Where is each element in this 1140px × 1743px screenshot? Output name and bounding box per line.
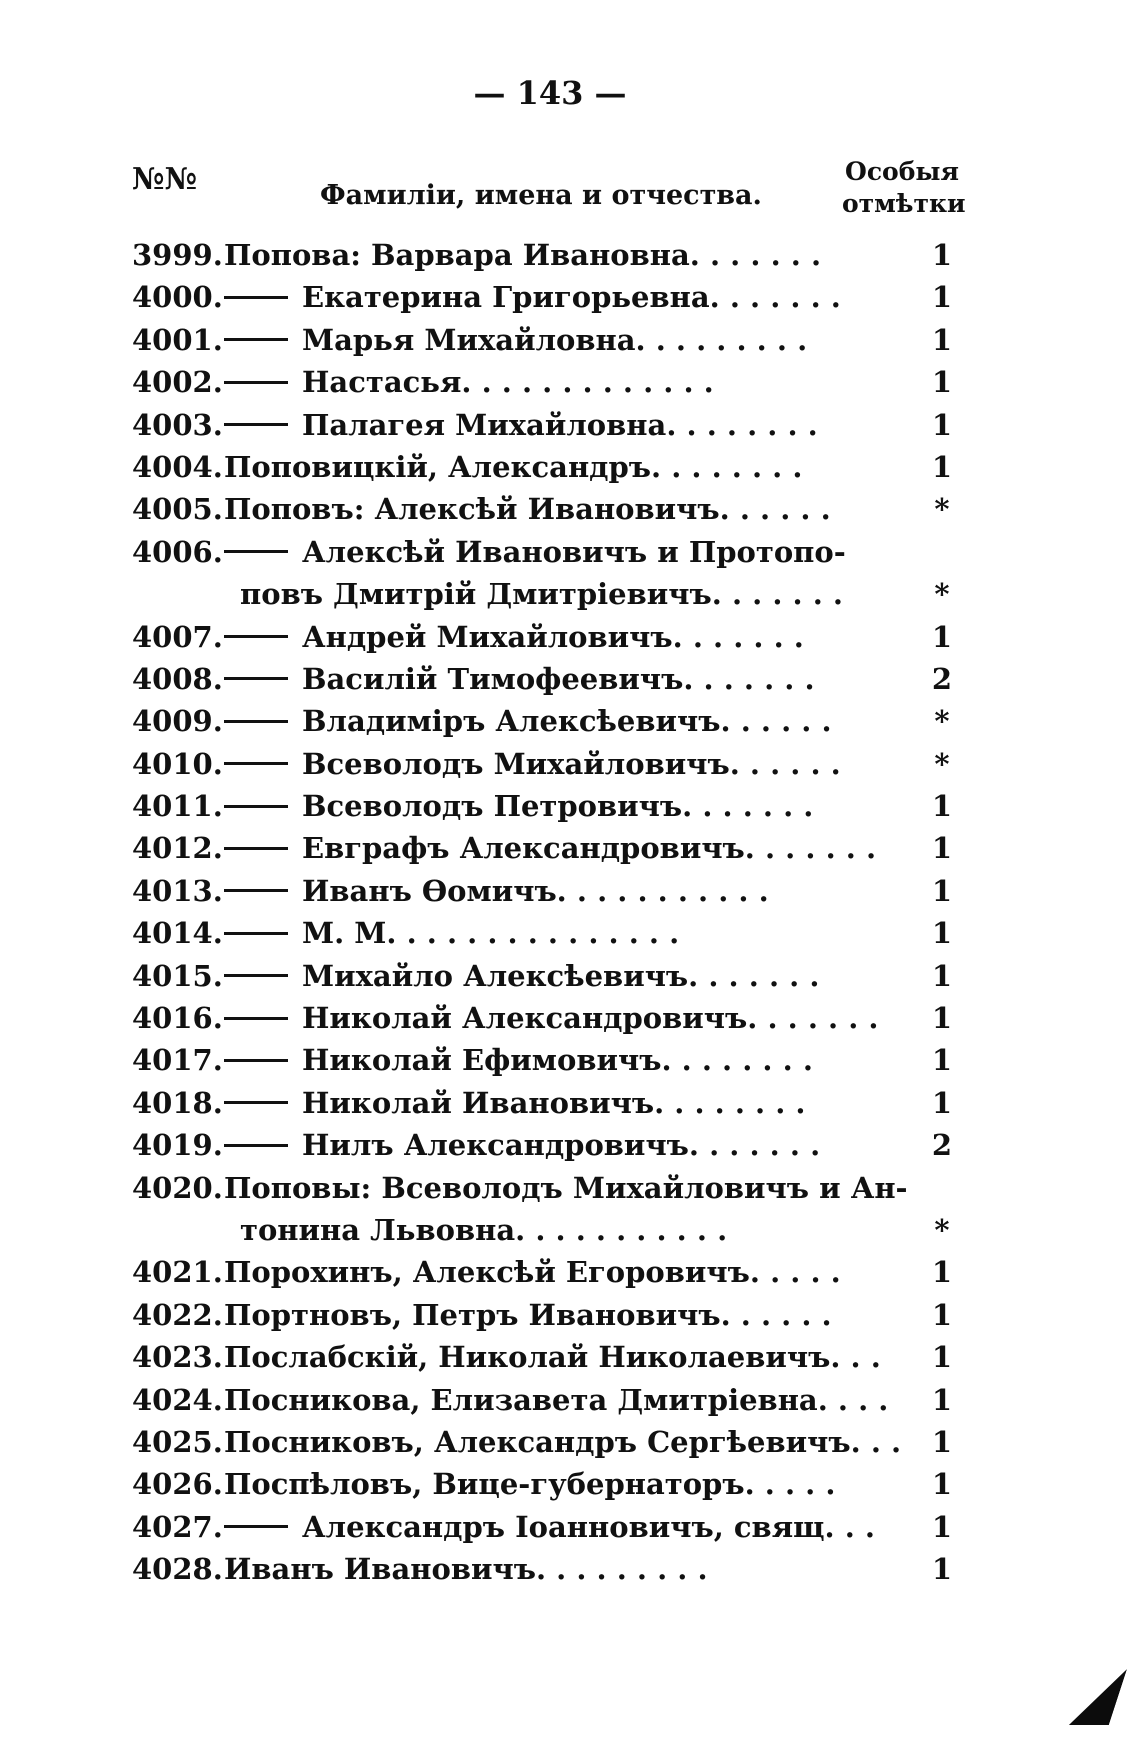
- entry-row: [0, 1167, 1140, 1209]
- entry-number: 4025.: [132, 1424, 223, 1459]
- entry-mark: 1: [931, 789, 953, 824]
- entry-number: 4020.: [132, 1170, 223, 1205]
- entry-row: [0, 531, 1140, 573]
- ditto-dash: [224, 1525, 288, 1528]
- entry-number: 4002.: [132, 365, 223, 400]
- entry-mark: 1: [931, 1552, 953, 1587]
- entry-row: [0, 1463, 1140, 1505]
- entry-name-text: Марья Михайловна. . . . . . . . .: [302, 322, 808, 357]
- entry-name: [224, 658, 815, 700]
- entry-name: [224, 1506, 875, 1548]
- ditto-dash: [224, 1101, 288, 1104]
- entry-mark: 1: [931, 1255, 953, 1290]
- column-header-names: Фамиліи, имена и отчества.: [320, 180, 762, 211]
- entry-row: [0, 955, 1140, 997]
- entry-name-text: Алексѣй Ивановичъ и Протопо-: [302, 534, 846, 569]
- entry-name: [224, 827, 876, 869]
- page-number: — 143 —: [473, 74, 627, 112]
- entry-number: 4005.: [132, 492, 223, 527]
- entry-row: [0, 870, 1140, 912]
- entry-number: 4008.: [132, 661, 223, 696]
- entry-row: [0, 1548, 1140, 1590]
- entry-name: [224, 1167, 908, 1209]
- entry-mark: 1: [931, 1043, 953, 1078]
- entry-mark: *: [934, 577, 950, 612]
- ditto-dash: [224, 635, 288, 638]
- entry-name: [224, 1039, 813, 1081]
- entry-row: [0, 446, 1140, 488]
- ditto-dash: [224, 974, 288, 977]
- entry-row: [0, 488, 1140, 530]
- entry-name-text: Поповъ: Алексѣй Ивановичъ. . . . . .: [224, 492, 831, 527]
- entry-name: [224, 276, 841, 318]
- entry-number: 4009.: [132, 704, 223, 739]
- entry-name: [224, 446, 802, 488]
- entry-name-text: Попова: Варвара Ивановна. . . . . . .: [224, 238, 822, 272]
- entry-name-text: Владиміръ Алексѣевичъ. . . . . .: [302, 704, 832, 739]
- entry-name-text: Нилъ Александровичъ. . . . . . .: [302, 1128, 821, 1163]
- entry-name-text: Иванъ Ивановичъ. . . . . . . . .: [224, 1552, 708, 1587]
- entry-row: [0, 404, 1140, 446]
- entry-row: [0, 912, 1140, 954]
- entry-mark: 1: [931, 1001, 953, 1036]
- entry-row: [0, 234, 1140, 276]
- ditto-dash: [224, 550, 288, 553]
- entry-name: [224, 1082, 806, 1124]
- entry-number: 4028.: [132, 1552, 223, 1587]
- entry-number: 4018.: [132, 1085, 223, 1120]
- entry-name-continuation: тонина Львовна. . . . . . . . . . .: [240, 1212, 728, 1247]
- entry-mark: 1: [931, 365, 953, 400]
- entry-mark: 1: [931, 449, 953, 484]
- ditto-dash: [224, 338, 288, 341]
- entry-name: [224, 997, 879, 1039]
- entry-name: [224, 361, 714, 403]
- entry-name-text: Михайло Алексѣевичъ. . . . . . .: [302, 958, 820, 993]
- entry-row: [0, 1294, 1140, 1336]
- entry-name: [224, 1124, 820, 1166]
- entry-name-text: Евграфъ Александровичъ. . . . . . .: [302, 831, 877, 866]
- entry-row: [0, 1039, 1140, 1081]
- entry-name-text: Поповы: Всеволодъ Михайловичъ и Ан-: [224, 1170, 908, 1205]
- ditto-dash: [224, 1144, 288, 1147]
- entry-row: [0, 827, 1140, 869]
- entry-row-continuation: [0, 573, 1140, 615]
- entry-name-text: Николай Ивановичъ. . . . . . . .: [302, 1085, 806, 1120]
- entry-number: 4017.: [132, 1043, 223, 1078]
- entry-name: [224, 870, 769, 912]
- ditto-dash: [224, 932, 288, 935]
- ditto-dash: [224, 677, 288, 680]
- entry-name-text: Екатерина Григорьевна. . . . . . .: [302, 280, 841, 315]
- entry-row: [0, 276, 1140, 318]
- entry-number: 4001.: [132, 322, 223, 357]
- column-header-notes-line1: Особыя: [845, 157, 959, 186]
- entry-mark: 1: [931, 407, 953, 442]
- entry-name-text: Поспѣловъ, Вице-губернаторъ. . . . .: [224, 1467, 836, 1502]
- entry-name-text: Портновъ, Петръ Ивановичъ. . . . . .: [224, 1297, 832, 1332]
- entry-name-text: Порохинъ, Алексѣй Егоровичъ. . . . .: [224, 1255, 841, 1290]
- entry-name-text: Василій Тимофеевичъ. . . . . . .: [302, 661, 815, 696]
- entry-row: [0, 785, 1140, 827]
- column-header-number: №№: [132, 162, 198, 197]
- entry-number: 3999.: [132, 238, 223, 272]
- entry-number: 4023.: [132, 1340, 223, 1375]
- entry-name-text: Поповицкій, Александръ. . . . . . . .: [224, 449, 803, 484]
- entry-row: [0, 1336, 1140, 1378]
- entry-number: 4003.: [132, 407, 223, 442]
- entry-mark: 1: [931, 831, 953, 866]
- entry-name: [224, 743, 841, 785]
- entry-mark: 2: [931, 1128, 953, 1163]
- entry-mark: 1: [931, 873, 953, 908]
- entry-name-text: Посникова, Елизавета Дмитріевна. . . .: [224, 1382, 889, 1417]
- entry-name: [224, 955, 819, 997]
- column-header-notes: [842, 156, 966, 220]
- entry-name: [224, 1251, 841, 1293]
- entry-name: [224, 1548, 708, 1590]
- entry-name: [224, 1336, 881, 1378]
- ditto-dash: [224, 1059, 288, 1062]
- entry-mark: 1: [931, 1382, 953, 1417]
- entry-mark: 1: [931, 238, 953, 272]
- entry-mark: 1: [931, 322, 953, 357]
- entry-number: 4024.: [132, 1382, 223, 1417]
- entry-mark: 1: [931, 916, 953, 951]
- entry-mark: *: [934, 492, 950, 527]
- entry-number: 4016.: [132, 1001, 223, 1036]
- entry-name: [224, 488, 831, 530]
- entry-mark: 1: [931, 1467, 953, 1502]
- entry-name: [224, 1379, 888, 1421]
- ditto-dash: [224, 1017, 288, 1020]
- entry-number: 4006.: [132, 534, 223, 569]
- entry-name: [224, 319, 807, 361]
- entry-number: 4004.: [132, 449, 223, 484]
- ditto-dash: [224, 381, 288, 384]
- entry-name: [224, 1294, 832, 1336]
- entry-name-text: Иванъ Ѳомичъ. . . . . . . . . . .: [302, 873, 769, 908]
- entry-number: 4022.: [132, 1297, 223, 1332]
- entry-name-text: Посниковъ, Александръ Сергѣевичъ. . .: [224, 1424, 902, 1459]
- entry-mark: 2: [931, 661, 953, 696]
- entry-row: [0, 361, 1140, 403]
- entry-mark: *: [934, 746, 950, 781]
- entry-number: 4019.: [132, 1128, 223, 1163]
- entry-name: [224, 531, 846, 573]
- entry-name-text: Николай Ефимовичъ. . . . . . . .: [302, 1043, 813, 1078]
- entry-number: 4012.: [132, 831, 223, 866]
- entry-name-continuation: повъ Дмитрій Дмитріевичъ. . . . . . .: [240, 577, 843, 612]
- entry-name-text: Всеволодъ Петровичъ. . . . . . .: [302, 789, 814, 824]
- ditto-dash: [224, 805, 288, 808]
- entry-mark: *: [934, 704, 950, 739]
- entry-row-continuation: [0, 1209, 1140, 1251]
- entry-name: [224, 785, 813, 827]
- entry-mark: *: [934, 1212, 950, 1247]
- entry-row: [0, 616, 1140, 658]
- entry-name-text: Андрей Михайловичъ. . . . . . .: [302, 619, 804, 654]
- entry-mark: 1: [931, 1424, 953, 1459]
- entry-number: 4014.: [132, 916, 223, 951]
- ditto-dash: [224, 889, 288, 892]
- entry-number: 4011.: [132, 789, 223, 824]
- entry-number: 4015.: [132, 958, 223, 993]
- entry-name: [224, 1421, 901, 1463]
- entry-mark: 1: [931, 1085, 953, 1120]
- ditto-dash: [224, 720, 288, 723]
- entry-mark: 1: [931, 619, 953, 654]
- entry-name: [224, 1463, 835, 1505]
- corner-ink-smudge: [1069, 1669, 1127, 1725]
- entry-row: [0, 700, 1140, 742]
- entry-number: 4000.: [132, 280, 223, 315]
- entry-number: 4026.: [132, 1467, 223, 1502]
- entry-row: [0, 658, 1140, 700]
- entry-mark: 1: [931, 1340, 953, 1375]
- entry-row: [0, 1506, 1140, 1548]
- entry-number: 4013.: [132, 873, 223, 908]
- entry-list: [0, 234, 1140, 1591]
- entry-mark: 1: [931, 280, 953, 315]
- entry-row: [0, 997, 1140, 1039]
- entry-name-text: Настасья. . . . . . . . . . . . .: [302, 365, 714, 400]
- entry-mark: 1: [931, 958, 953, 993]
- entry-mark: 1: [931, 1297, 953, 1332]
- entry-row: [0, 743, 1140, 785]
- ditto-dash: [224, 762, 288, 765]
- entry-name-text: Палагея Михайловна. . . . . . . .: [302, 407, 818, 442]
- entry-name-text: Послабскій, Николай Николаевичъ. . .: [224, 1340, 881, 1375]
- entry-row: [0, 319, 1140, 361]
- entry-name: [224, 616, 804, 658]
- entry-number: 4021.: [132, 1255, 223, 1290]
- entry-row: [0, 1124, 1140, 1166]
- entry-row: [0, 1082, 1140, 1124]
- entry-number: 4010.: [132, 746, 223, 781]
- column-header-notes-line2: отмѣтки: [842, 189, 966, 218]
- entry-row: [0, 1251, 1140, 1293]
- entry-name-text: Всеволодъ Михайловичъ. . . . . .: [302, 746, 841, 781]
- ditto-dash: [224, 847, 288, 850]
- entry-number: 4007.: [132, 619, 223, 654]
- ditto-dash: [224, 296, 288, 299]
- entry-row: [0, 1421, 1140, 1463]
- entry-name: [224, 404, 818, 446]
- entry-mark: 1: [931, 1509, 953, 1544]
- entry-name-text: Николай Александровичъ. . . . . . .: [302, 1001, 879, 1036]
- entry-name-text: Александръ Іоанновичъ, свящ. . .: [302, 1509, 875, 1544]
- entry-number: 4027.: [132, 1509, 223, 1544]
- entry-row: [0, 1379, 1140, 1421]
- entry-name: [224, 234, 821, 276]
- entry-name: [224, 912, 679, 954]
- entry-name: [224, 700, 832, 742]
- entry-name-text: М. М. . . . . . . . . . . . . . .: [302, 916, 680, 951]
- ditto-dash: [224, 423, 288, 426]
